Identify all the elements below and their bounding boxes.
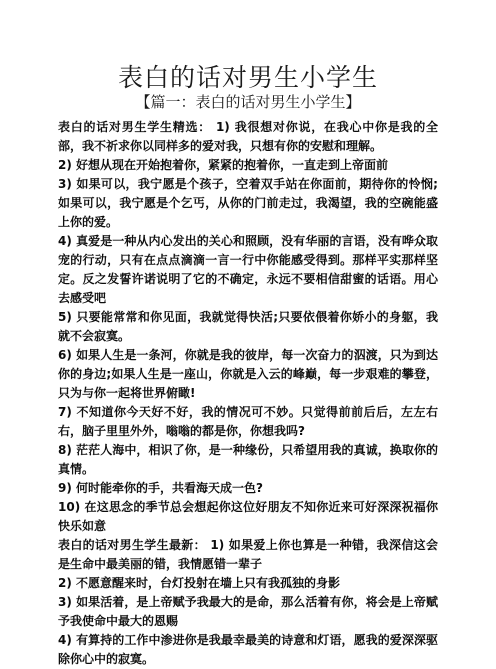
paragraph: 5) 只要能常常和你见面，我就觉得快活;只要依偎着你娇小的身躯，我就不会寂寞。 xyxy=(58,310,438,343)
article-body xyxy=(58,118,438,669)
section-heading: 【篇一：表白的话对男生小学生】 xyxy=(135,93,361,111)
paragraph: 2) 不愿意醒来时，台灯投射在墙上只有我孤独的身影 xyxy=(58,576,341,590)
paragraph: 10) 在这思念的季节总会想起你这位好朋友不知你近来可好深深祝福你快乐如意 xyxy=(58,500,438,533)
paragraph: 表白的话对男生学生精选： 1) 我很想对你说，在我心中你是我的全部，我不祈求你以同样多的爱对我，只想有你的安慰和理解。 xyxy=(58,120,438,153)
paragraph: 6) 如果人生是一条河，你就是我的彼岸，每一次奋力的泅渡，只为到达你的身边;如果人生是一座山，你就是入云的峰巅，每一步艰难的攀登，只为与你一起将世界俯瞰! xyxy=(58,348,438,400)
page-title: 表白的话对男生小学生 xyxy=(117,63,378,92)
paragraph: 表白的话对男生学生最新： 1) 如果爱上你也算是一种错，我深信这会是生命中最美丽的错，我情愿错一辈子 xyxy=(58,538,438,571)
paragraph: 8) 茫茫人海中，相识了你，是一种缘份，只希望用我的真诚，换取你的真情。 xyxy=(58,443,438,476)
paragraph: 4) 真爱是一种从内心发出的关心和照顾，没有华丽的言语，没有哗众取宠的行动，只有在点点滴滴一言一行中你能感受得到。那样平实那样坚定。反之发誓许诺说明了它的不确定，永远不要相信甜蜜的话语。用心去感受吧 xyxy=(58,234,438,305)
paragraph: 3) 如果可以，我宁愿是个孩子，空着双手站在你面前，期待你的怜悯;如果可以，我宁愿是个乞丐，从你的门前走过，我渴望，我的空碗能盛上你的爱。 xyxy=(58,177,438,229)
paragraph: 3) 如果活着，是上帝赋予我最大的是命，那么活着有你，将会是上帝赋予我使命中最大的恩赐 xyxy=(58,595,438,628)
paragraph: 4) 有算持的工作中渗进你是我最幸最美的诗意和灯语，愿我的爱深深驱除你心中的寂寞。 xyxy=(58,633,438,666)
paragraph: 2) 好想从现在开始抱着你，紧紧的抱着你，一直走到上帝面前 xyxy=(58,158,389,172)
paragraph: 7) 不知道你今天好不好，我的情况可不妙。只觉得前前后后，左左右右，脑子里里外外，嗡嗡的都是你，你想我吗? xyxy=(58,405,438,438)
paragraph: 9) 何时能牵你的手，共看海天成一色? xyxy=(58,481,263,495)
